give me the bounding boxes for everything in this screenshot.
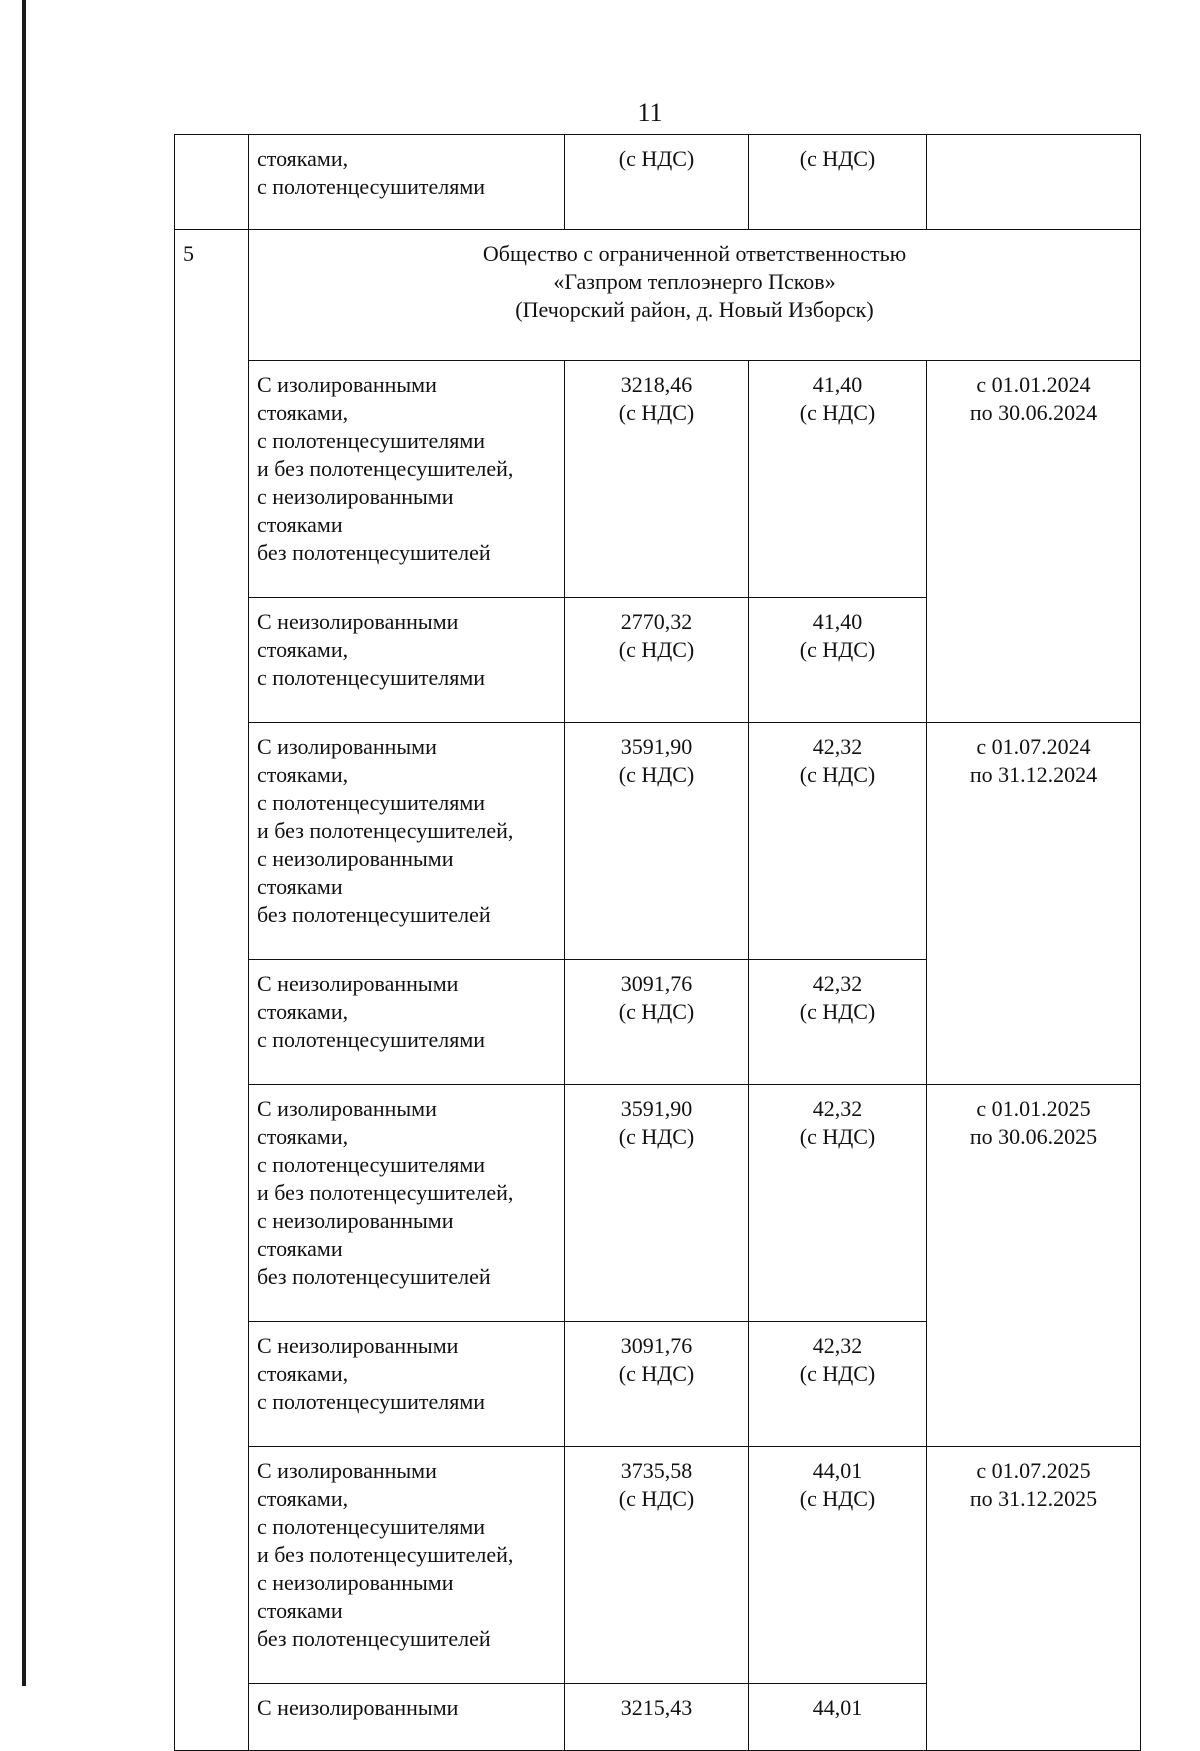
component-value-cell: 42,32 (с НДС)	[749, 960, 927, 1085]
tariff-value-cell: 3591,90 (с НДС)	[565, 723, 749, 960]
component-value-cell: 44,01 (с НДС)	[749, 1447, 927, 1684]
description-cell: С неизолированными стояками, с полотенцесушителями	[249, 960, 565, 1085]
description-cell: С изолированными стояками, с полотенцесушителями и без полотенцесушителей, с неизолированными стояками без полотенцесушителей	[249, 361, 565, 598]
tariff-value-cell: (с НДС)	[565, 135, 749, 230]
tariff-table	[174, 134, 1141, 1751]
description-cell: С неизолированными стояками, с полотенцесушителями	[249, 598, 565, 723]
table-row-continuation	[175, 135, 1141, 230]
period-cell	[927, 135, 1141, 230]
tariff-value-cell: 3091,76 (с НДС)	[565, 1322, 749, 1447]
tariff-value-cell: 3218,46 (с НДС)	[565, 361, 749, 598]
description-cell: С неизолированными стояками, с полотенцесушителями	[249, 1322, 565, 1447]
component-value-cell: 41,40 (с НДС)	[749, 361, 927, 598]
tariff-value-cell: 2770,32 (с НДС)	[565, 598, 749, 723]
component-value-cell: (с НДС)	[749, 135, 927, 230]
description-cell: С изолированными стояками, с полотенцесушителями и без полотенцесушителей, с неизолированными стояками без полотенцесушителей	[249, 1447, 565, 1684]
component-value-cell: 42,32 (с НДС)	[749, 1085, 927, 1322]
component-value-cell: 42,32 (с НДС)	[749, 723, 927, 960]
component-value-cell: 44,01	[749, 1684, 927, 1751]
period-cell: с 01.01.2025 по 30.06.2025	[927, 1085, 1141, 1447]
section-number: 5	[175, 230, 249, 1751]
table-row	[175, 1085, 1141, 1322]
table-row	[175, 1447, 1141, 1684]
tariff-value-cell: 3735,58 (с НДС)	[565, 1447, 749, 1684]
table-row-organization	[175, 230, 1141, 361]
description-cell: стояками, с полотенцесушителями	[249, 135, 565, 230]
table-row	[175, 723, 1141, 960]
description-cell: С изолированными стояками, с полотенцесушителями и без полотенцесушителей, с неизолированными стояками без полотенцесушителей	[249, 723, 565, 960]
tariff-value-cell: 3591,90 (с НДС)	[565, 1085, 749, 1322]
component-value-cell: 41,40 (с НДС)	[749, 598, 927, 723]
tariff-value-cell: 3215,43	[565, 1684, 749, 1751]
period-cell: с 01.07.2025 по 31.12.2025	[927, 1447, 1141, 1751]
description-cell: С изолированными стояками, с полотенцесушителями и без полотенцесушителей, с неизолированными стояками без полотенцесушителей	[249, 1085, 565, 1322]
period-cell: с 01.07.2024 по 31.12.2024	[927, 723, 1141, 1085]
number-cell	[175, 135, 249, 230]
scan-left-edge	[22, 0, 26, 1686]
period-cell: с 01.01.2024 по 30.06.2024	[927, 361, 1141, 723]
table-row	[175, 361, 1141, 598]
component-value-cell: 42,32 (с НДС)	[749, 1322, 927, 1447]
page-number: 11	[637, 98, 663, 127]
description-cell: С неизолированными	[249, 1684, 565, 1751]
tariff-value-cell: 3091,76 (с НДС)	[565, 960, 749, 1085]
organization-name: Общество с ограниченной ответственностью «Газпром теплоэнерго Псков» (Печорский район, д. Новый Изборск)	[249, 230, 1141, 361]
